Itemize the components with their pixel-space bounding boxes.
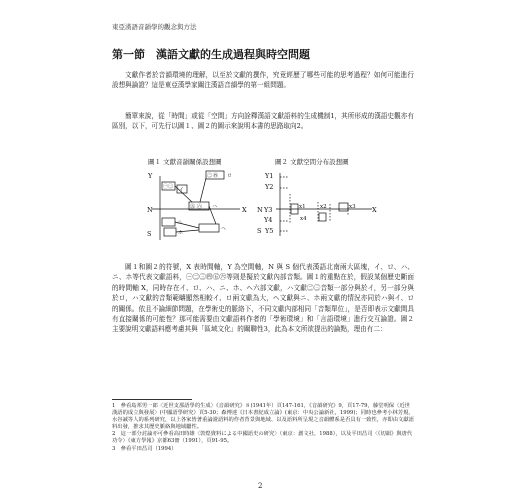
footnote-3: 3 參看平田昌司（1994）: [112, 445, 177, 452]
fig2-y3: Y3: [264, 206, 273, 214]
fig1-box-ho: [164, 228, 176, 236]
fig2-x1: x1: [299, 204, 306, 210]
footnote-1: 1 參看島邦男一郎〈近世支那語學的生成〉《音韻研究》８(1941年）頁147-161，《音韻研究》9，頁17-79，藤堂明保〈近世漢語的成立與發展〉(中國語學研究）頁5-30；森博達《日本書紀成立論》(東京：中央公論新社，1999)；同時也參考小林芳規、水谷誠等人的系列研究，以上各家皆著重論證語料的作者背景與地域、以及語料所呈現之音韻體系是否具有一致性，亦即由文獻語料出發，推求其歷史脈絡與地域屬性。: [112, 403, 414, 431]
footnote-2: 2 這一部分討論亦可參看高田時雄〈敦煌資料による中國語史の研究〉（東京：創文社，1988），以及平田昌司〈《切韻》與唐代功令〉《東方學報》京都63冊（1991），頁91-95。: [112, 431, 413, 445]
fig2-x: X: [372, 206, 377, 214]
fig1-g1: ㊀: [163, 184, 169, 190]
paragraph-2: 簡單來說，從「時間」或從「空間」方向詮釋漢語文獻語料的生成機制1，其所形成的漢語史觀亦有區別，以下，可先行以圖１、圖２的圖示來說明本書的思路取向2。: [112, 112, 414, 131]
fig1-s-label: S: [147, 230, 152, 238]
fig2-s: S: [257, 227, 262, 235]
fig2-y2: Y2: [265, 183, 274, 191]
fig1-n-label: N: [147, 206, 153, 214]
paragraph-3: 圖１和圖２的符號，X 表時間軸，Y 為空間軸，N 與 S 個代表漢語北南兩大區塊，イ、ロ、ハ、ニ、ホ等代表文獻語料，㊀㊁㊂㊃㊄㊅等則是擬於文獻內部音類。圖１的重點在於，假設某個歷史斷面的時間軸 X，同時存在イ、ロ、ハ、ニ、ホ、ヘ六部文獻，ハ文獻㊁㊂音類一部分與於イ，另一部分與於ロ，ハ文獻的音類範疇顯然相較イ、ロ兩文獻為大，ヘ文獻與ニ、ホ兩文獻的情況亦同於ハ與イ、ロ的關係。依且不論細節問題，在學術史的脈絡下，不同文獻內部相同「音類單位」，是否即表示文獻間具有直接關係的可能性？那可能需要由文獻語料作者的「學術環境」和「言語環境」進行交互論證。圖２主要說明文獻語料應考慮其與「區域文化」的關聯性3，此為本文所欲提出的論點，理由有二：: [112, 263, 414, 334]
fig1-ho: ホ: [178, 230, 184, 236]
fig1-x-label: X: [242, 206, 247, 214]
figure2-caption: 圖２ 文獻空間分布設想圖: [275, 158, 349, 166]
section-title: 第一節 漢語文獻的生成過程與時空問題: [112, 48, 310, 61]
fig2-n: N: [257, 206, 263, 214]
fig1-ro: ロ: [227, 173, 233, 179]
fig1-g4: ㊃: [213, 173, 219, 179]
footnote-rule: [112, 399, 192, 400]
fig1-g3: ㊂: [207, 173, 213, 179]
fig1-g5: ㊄: [190, 204, 196, 210]
fig2-box-3: [339, 203, 348, 211]
page-number: 2: [258, 482, 263, 490]
fig1-ha: ハ: [212, 204, 218, 210]
fig1-g6: ㊅: [197, 204, 203, 210]
fig1-ni: ニ: [177, 220, 183, 226]
fig1-he: ヘ: [221, 226, 227, 232]
fig2-x4: x4: [300, 216, 307, 222]
figure1-caption: 圖１ 文獻音韻關係設想圖: [148, 158, 222, 166]
fig1-i: イ: [179, 187, 185, 193]
fig1-y-label: Y: [148, 172, 153, 180]
fig1-box-ni: [162, 218, 175, 226]
footnotes: [112, 403, 414, 453]
fig2-y4: Y4: [264, 216, 273, 224]
figure1-diagram: [152, 171, 240, 240]
paragraph-1: 文獻作者於音韻環境的理解，以至於文獻的撰作，究竟經歷了哪些可能的思考過程？如何可能進行設想與論證？這是東亞漢學家關注漢語音韻學的第一組問題。: [112, 71, 414, 90]
fig1-box-he: [199, 224, 219, 232]
fig2-x2: x2: [320, 204, 327, 210]
fig2-box-2: [319, 213, 326, 221]
fig1-link-2: [200, 178, 206, 202]
fig2-y5: Y5: [265, 227, 274, 235]
fig2-x3: x3: [349, 204, 356, 210]
fig2-y1: Y1: [265, 172, 274, 180]
running-header: 東亞漢語音韻學的觀念與方法: [112, 23, 197, 31]
fig1-g2: ㊁: [168, 184, 174, 190]
